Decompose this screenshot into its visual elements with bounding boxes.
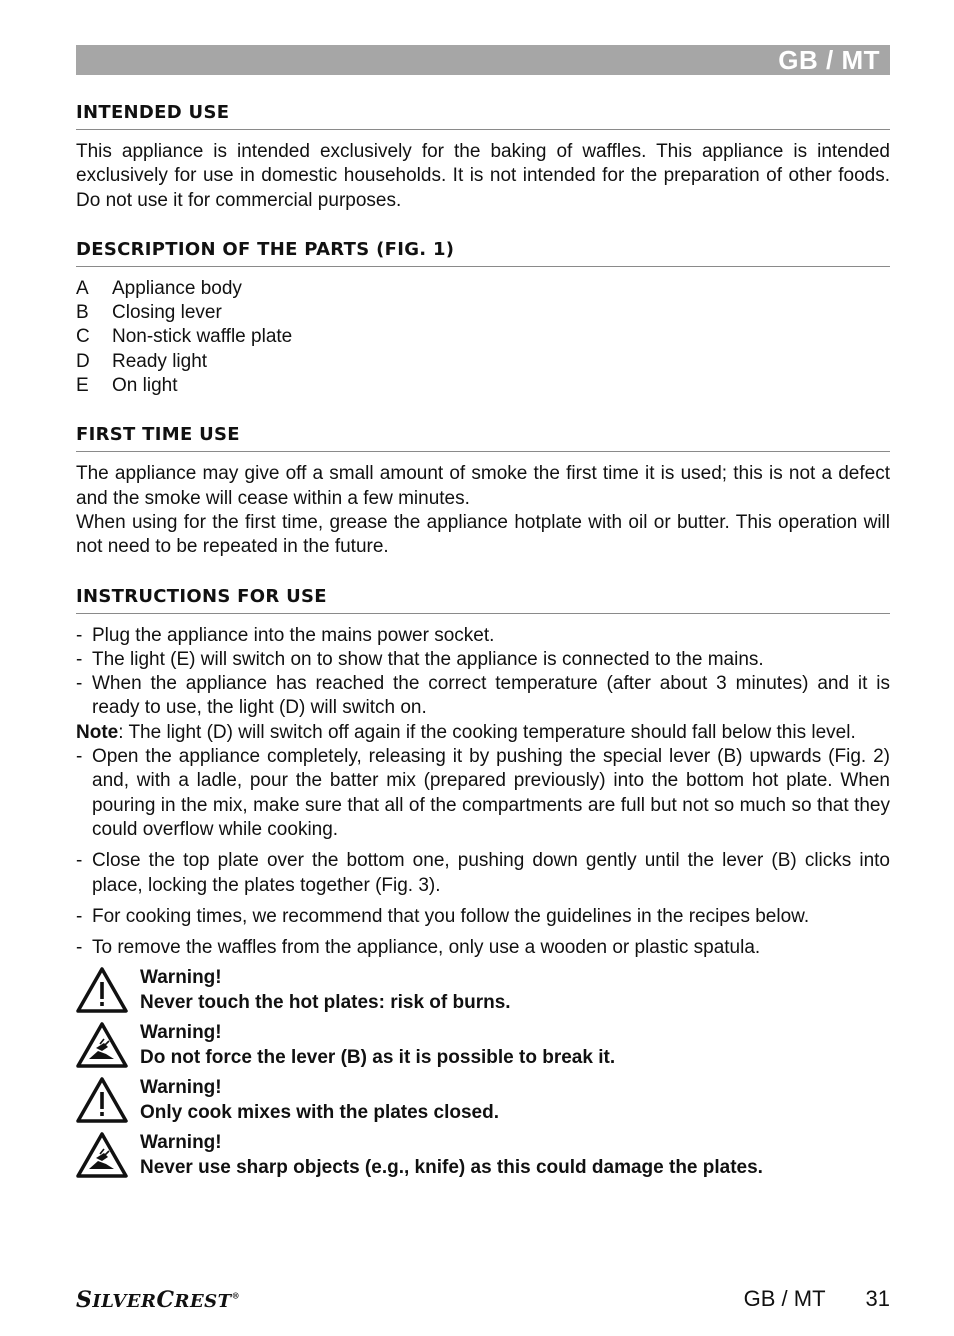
warning-text: Never use sharp objects (e.g., knife) as this could damage the plates. (140, 1156, 763, 1178)
list-item (76, 350, 890, 374)
warning-title: Warning! (140, 1022, 222, 1044)
warning-item (76, 1076, 890, 1131)
part-label: On light (112, 375, 178, 397)
bullet-text: Plug the appliance into the mains power socket. (92, 624, 495, 646)
bullet-dash: - (76, 905, 83, 927)
part-letter: E (76, 375, 89, 397)
list-item (76, 849, 890, 898)
logo-letter: S (76, 1287, 93, 1313)
section-paragraph: When using for the first time, grease the appliance hotplate with oil or butter. This operation will not need to be repeated in the future. (76, 511, 890, 558)
section-heading: INSTRUCTIONS FOR USE (76, 584, 890, 614)
warning-title: Warning! (140, 1132, 222, 1154)
bullet-text: To remove the waffles from the appliance, only use a wooden or plastic spatula. (92, 937, 761, 959)
warning-text: Only cook mixes with the plates closed. (140, 1101, 499, 1123)
list-item (76, 648, 890, 672)
bullet-text: Close the top plate over the bottom one, pushing down gently until the lever (B) clicks into place, locking the plates together (Fig. 3). (92, 850, 890, 896)
list-item (76, 936, 890, 960)
note-text: : The light (D) will switch off again if the cooking temperature should fall below this level. (118, 721, 856, 743)
section-intended-use (76, 100, 890, 213)
section-first-use (76, 422, 890, 559)
warning-hand-crush-icon (76, 1131, 140, 1186)
logo-text: REST (174, 1291, 232, 1312)
warnings-block (76, 966, 890, 1186)
brand-logo (76, 1287, 240, 1313)
section-heading: DESCRIPTION OF THE PARTS (FIG. 1) (76, 237, 890, 267)
section-heading: INTENDED USE (76, 100, 890, 130)
warning-text: Never touch the hot plates: risk of burns. (140, 991, 511, 1013)
warning-hand-crush-icon (76, 1021, 140, 1076)
language-header-label: GB / MT (778, 45, 880, 75)
warning-title: Warning! (140, 967, 222, 989)
part-label: Closing lever (112, 302, 222, 324)
registered-mark: ® (231, 1290, 241, 1301)
list-item (76, 277, 890, 301)
list-item (76, 325, 890, 349)
part-label: Ready light (112, 350, 208, 372)
page-content (76, 100, 890, 1186)
part-letter: C (76, 326, 90, 348)
note-line (76, 721, 890, 745)
section-instructions (76, 584, 890, 961)
section-parts (76, 237, 890, 398)
bullet-text: The light (E) will switch on to show that the appliance is connected to the mains. (92, 648, 764, 670)
logo-letter: C (156, 1287, 175, 1313)
section-paragraph: This appliance is intended exclusively for the baking of waffles. This appliance is intended exclusively for use in domestic households. It is not intended for the preparation of other foods. Do not use it for commercial purposes. (76, 141, 890, 211)
warning-item (76, 1131, 890, 1186)
bullet-text: Open the appliance completely, releasing it by pushing the special lever (B) upwards (Fig. 2) and, with a ladle, pour the batter mix (prepared previously) into the bottom hot plate. When pouring in the mix, make sure that all of the compartments are full but not so much so that they could overflow while cooking. (92, 746, 890, 840)
bullet-dash: - (76, 673, 83, 695)
list-item (76, 374, 890, 398)
bullet-text: When the appliance has reached the correct temperature (after about 3 minutes) and it is ready to use, the light (D) will switch on. (92, 673, 890, 719)
section-heading: FIRST TIME USE (76, 422, 890, 452)
part-letter: D (76, 350, 90, 372)
page-number: 31 (865, 1286, 890, 1311)
warning-title: Warning! (140, 1077, 222, 1099)
bullet-text: For cooking times, we recommend that you follow the guidelines in the recipes below. (92, 905, 810, 927)
page-footer (744, 1286, 890, 1312)
logo-text: ILVER (92, 1291, 157, 1312)
warning-exclamation-icon (76, 1076, 140, 1131)
bullet-dash: - (76, 746, 83, 768)
warning-item (76, 1021, 890, 1076)
list-item (76, 905, 890, 929)
footer-language: GB / MT (743, 1286, 826, 1311)
bullet-dash: - (76, 937, 83, 959)
section-paragraph: The appliance may give off a small amount of smoke the first time it is used; this is not a defect and the smoke will cease within a few minutes. (76, 463, 890, 509)
instructions-list-continued (76, 745, 890, 960)
instructions-list (76, 624, 890, 721)
warning-text: Do not force the lever (B) as it is possible to break it. (140, 1046, 616, 1068)
bullet-dash: - (76, 850, 83, 872)
list-item (76, 745, 890, 842)
part-letter: A (76, 277, 89, 299)
language-header-bar (76, 45, 890, 75)
part-letter: B (76, 302, 89, 324)
bullet-dash: - (76, 624, 83, 646)
part-label: Appliance body (112, 277, 242, 299)
warning-item (76, 966, 890, 1021)
warning-exclamation-icon (76, 966, 140, 1021)
bullet-dash: - (76, 648, 83, 670)
note-label: Note (76, 721, 119, 743)
list-item (76, 672, 890, 721)
list-item (76, 301, 890, 325)
parts-list (76, 277, 890, 398)
part-label: Non-stick waffle plate (112, 326, 293, 348)
list-item (76, 624, 890, 648)
